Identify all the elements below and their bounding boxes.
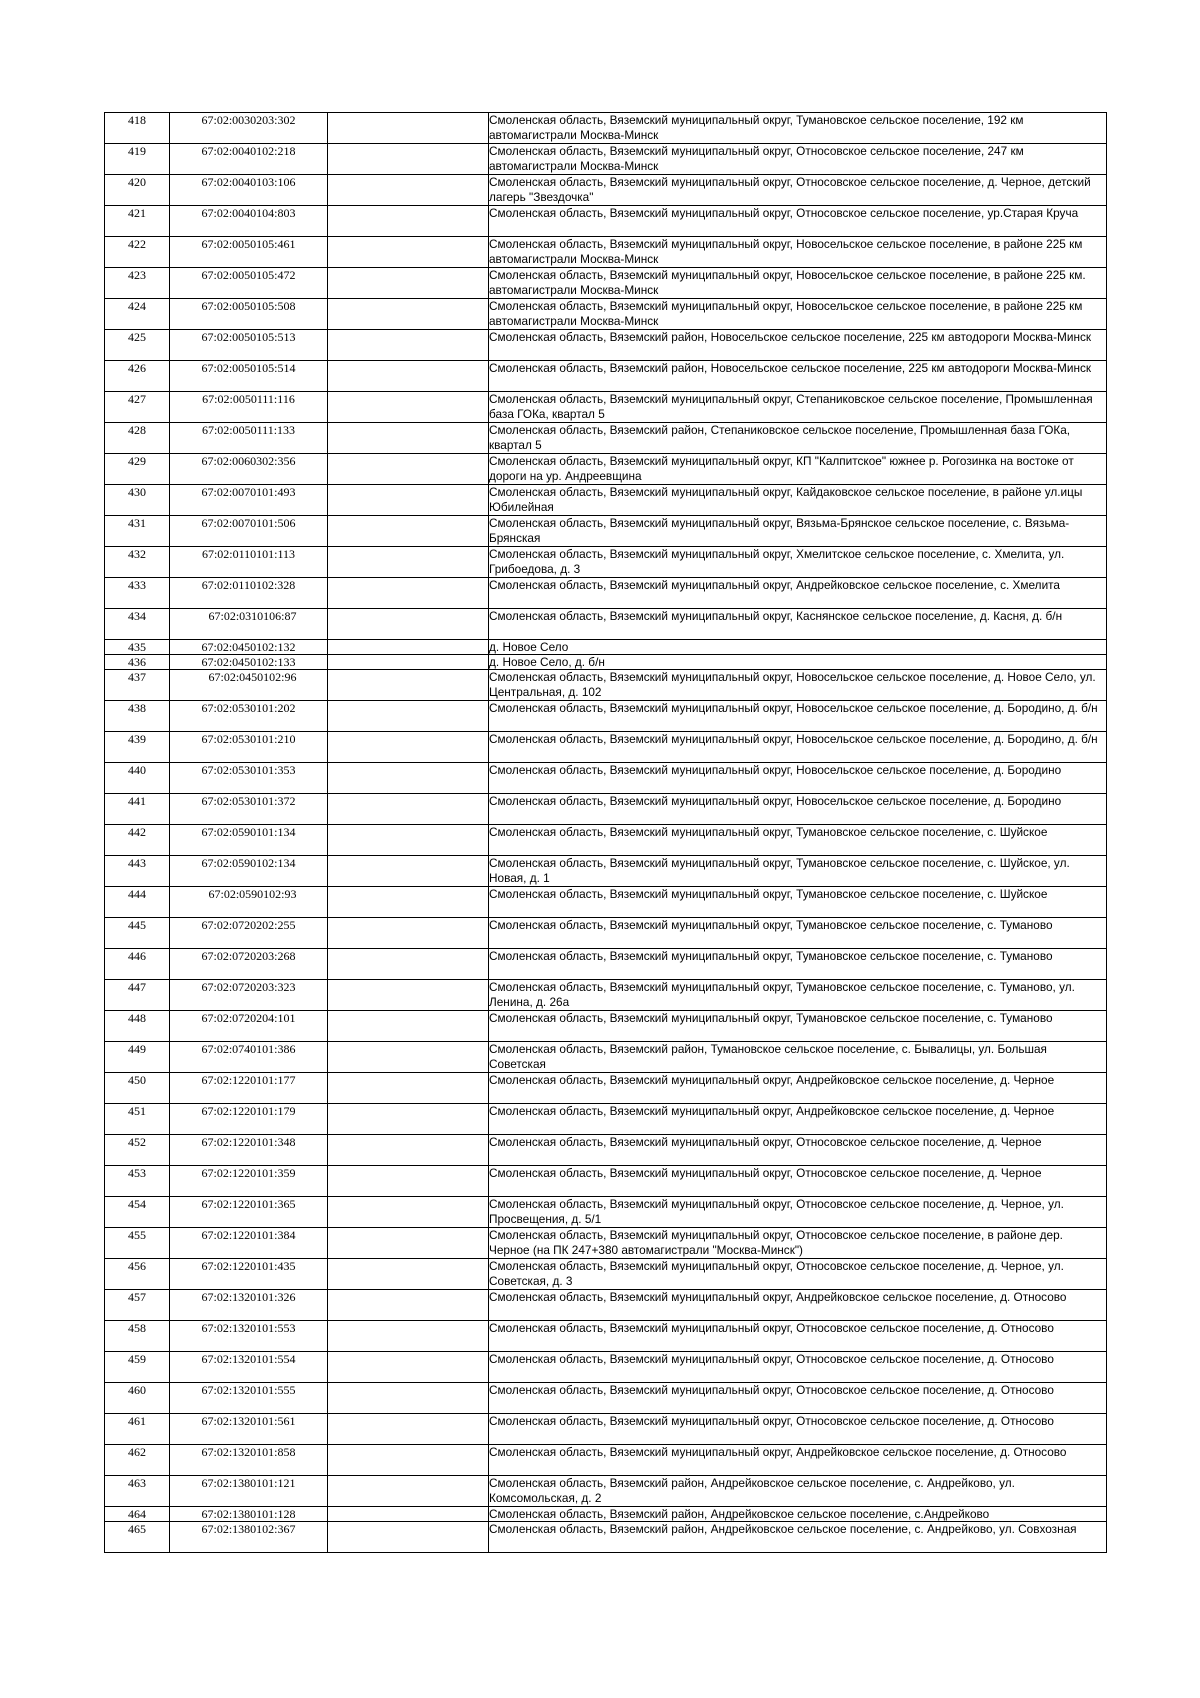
table-row xyxy=(105,113,1107,144)
empty-cell xyxy=(328,1414,489,1445)
cadastral-register-table xyxy=(104,112,1107,1553)
table-row xyxy=(105,949,1107,980)
table-row xyxy=(105,547,1107,578)
address-cell: Смоленская область, Вяземский муниципальный округ, Андрейковское сельское поселение, с. Хмелита xyxy=(489,578,1107,609)
row-number-cell: 464 xyxy=(105,1507,170,1522)
cadastral-number-cell xyxy=(170,237,328,268)
row-number-cell: 439 xyxy=(105,732,170,763)
cadastral-number-cell xyxy=(170,1476,328,1507)
cadastral-number-cell xyxy=(170,423,328,454)
empty-cell xyxy=(328,1197,489,1228)
empty-cell xyxy=(328,547,489,578)
row-number-cell: 452 xyxy=(105,1135,170,1166)
table-row xyxy=(105,763,1107,794)
table-row xyxy=(105,701,1107,732)
address-cell: Смоленская область, Вяземский муниципальный округ, Тумановское сельское поселение, с. Туманово xyxy=(489,949,1107,980)
row-number-cell: 441 xyxy=(105,794,170,825)
row-number-cell: 424 xyxy=(105,299,170,330)
table-row xyxy=(105,640,1107,655)
cadastral-number-cell xyxy=(170,609,328,640)
table-row xyxy=(105,1042,1107,1073)
address-cell: Смоленская область, Вяземский муниципальный округ, Тумановское сельское поселение, 192 км автомагистрали Москва-Минск xyxy=(489,113,1107,144)
row-number-cell: 445 xyxy=(105,918,170,949)
row-number-cell: 431 xyxy=(105,516,170,547)
table-row xyxy=(105,1290,1107,1321)
empty-cell xyxy=(328,516,489,547)
table-row xyxy=(105,485,1107,516)
address-cell: Смоленская область, Вяземский муниципальный округ, Новосельское сельское поселение, д. Бородино xyxy=(489,763,1107,794)
row-number-cell: 440 xyxy=(105,763,170,794)
empty-cell xyxy=(328,454,489,485)
table-row xyxy=(105,856,1107,887)
empty-cell xyxy=(328,1383,489,1414)
table-row xyxy=(105,1445,1107,1476)
empty-cell xyxy=(328,1352,489,1383)
cadastral-number: 67:02:1220101:365 xyxy=(201,1197,296,1211)
empty-cell xyxy=(328,887,489,918)
address-cell: Смоленская область, Вяземский муниципальный округ, Тумановское сельское поселение, с. Шуйское xyxy=(489,887,1107,918)
cadastral-number-cell xyxy=(170,144,328,175)
cadastral-number: 67:02:1220101:348 xyxy=(201,1135,296,1149)
empty-cell xyxy=(328,485,489,516)
cadastral-number-cell xyxy=(170,113,328,144)
cadastral-number-cell xyxy=(170,206,328,237)
row-number-cell: 444 xyxy=(105,887,170,918)
row-number-cell: 459 xyxy=(105,1352,170,1383)
cadastral-number-cell xyxy=(170,1104,328,1135)
cadastral-number-cell xyxy=(170,1135,328,1166)
table-row xyxy=(105,887,1107,918)
empty-cell xyxy=(328,113,489,144)
cadastral-number: 67:02:0060302:356 xyxy=(201,454,296,468)
empty-cell xyxy=(328,1476,489,1507)
row-number-cell: 420 xyxy=(105,175,170,206)
address-cell: Смоленская область, Вяземский район, Степаниковское сельское поселение, Промышленная база ГОКа, квартал 5 xyxy=(489,423,1107,454)
cadastral-number-cell xyxy=(170,578,328,609)
address-cell: Смоленская область, Вяземский муниципальный округ, Относовское сельское поселение, д. Черное xyxy=(489,1166,1107,1197)
cadastral-number: 67:02:1380101:128 xyxy=(201,1507,296,1521)
cadastral-number: 67:02:0310106:87 xyxy=(208,609,297,623)
cadastral-number-cell xyxy=(170,1352,328,1383)
row-number-cell: 448 xyxy=(105,1011,170,1042)
cadastral-number-cell xyxy=(170,268,328,299)
empty-cell xyxy=(328,1445,489,1476)
empty-cell xyxy=(328,206,489,237)
row-number-cell: 455 xyxy=(105,1228,170,1259)
empty-cell xyxy=(328,299,489,330)
address-cell: Смоленская область, Вяземский муниципальный округ, Тумановское сельское поселение, с. Шуйское, ул. Новая, д. 1 xyxy=(489,856,1107,887)
cadastral-number: 67:02:0070101:506 xyxy=(201,516,296,530)
cadastral-number: 67:02:0050111:116 xyxy=(202,392,295,406)
table-row xyxy=(105,1228,1107,1259)
cadastral-number: 67:02:0040102:218 xyxy=(201,144,296,158)
table-row xyxy=(105,1352,1107,1383)
cadastral-number-cell xyxy=(170,1445,328,1476)
address-cell: Смоленская область, Вяземский муниципальный округ, Относовское сельское поселение, д. Черное, ул. Просвещения, д. 5/1 xyxy=(489,1197,1107,1228)
row-number-cell: 463 xyxy=(105,1476,170,1507)
table-row xyxy=(105,392,1107,423)
cadastral-number: 67:02:0050105:472 xyxy=(201,268,296,282)
cadastral-number: 67:02:0040104:803 xyxy=(201,206,296,220)
address-cell: Смоленская область, Вяземский муниципальный округ, Новосельское сельское поселение, в районе 225 км. автомагистрали Москва-Минск xyxy=(489,268,1107,299)
row-number-cell: 428 xyxy=(105,423,170,454)
address-cell: Смоленская область, Вяземский муниципальный округ, Тумановское сельское поселение, с. Туманово, ул. Ленина, д. 26а xyxy=(489,980,1107,1011)
row-number-cell: 429 xyxy=(105,454,170,485)
cadastral-number-cell xyxy=(170,299,328,330)
empty-cell xyxy=(328,1135,489,1166)
empty-cell xyxy=(328,609,489,640)
address-cell: Смоленская область, Вяземский район, Новосельское сельское поселение, 225 км автодороги Москва-Минск xyxy=(489,361,1107,392)
table-row xyxy=(105,237,1107,268)
table-row xyxy=(105,1522,1107,1553)
address-cell: Смоленская область, Вяземский муниципальный округ, Тумановское сельское поселение, с. Туманово xyxy=(489,918,1107,949)
empty-cell xyxy=(328,237,489,268)
row-number-cell: 419 xyxy=(105,144,170,175)
address-cell: Смоленская область, Вяземский муниципальный округ, Относовское сельское поселение, д. Относово xyxy=(489,1352,1107,1383)
empty-cell xyxy=(328,949,489,980)
table-row xyxy=(105,980,1107,1011)
cadastral-number: 67:02:1380102:367 xyxy=(201,1522,296,1536)
cadastral-number: 67:02:0110101:113 xyxy=(201,547,296,561)
cadastral-number-cell xyxy=(170,1259,328,1290)
cadastral-number-cell xyxy=(170,1228,328,1259)
address-cell: Смоленская область, Вяземский муниципальный округ, Хмелитское сельское поселение, с. Хмелита, ул. Грибоедова, д. 3 xyxy=(489,547,1107,578)
address-cell: Смоленская область, Вяземский муниципальный округ, КП "Калпитское" южнее р. Рогозинка на востоке от дороги на ур. Андреевщина xyxy=(489,454,1107,485)
cadastral-number: 67:02:1220101:179 xyxy=(201,1104,296,1118)
address-cell: Смоленская область, Вяземский муниципальный округ, Относовское сельское поселение, д. Черное, ул. Советская, д. 3 xyxy=(489,1259,1107,1290)
cadastral-number-cell xyxy=(170,1414,328,1445)
cadastral-number-cell xyxy=(170,547,328,578)
empty-cell xyxy=(328,640,489,655)
cadastral-number-cell xyxy=(170,1321,328,1352)
address-cell: Смоленская область, Вяземский муниципальный округ, Относовское сельское поселение, 247 км автомагистрали Москва-Минск xyxy=(489,144,1107,175)
row-number-cell: 457 xyxy=(105,1290,170,1321)
cadastral-number: 67:02:1220101:359 xyxy=(201,1166,296,1180)
row-number-cell: 433 xyxy=(105,578,170,609)
row-number-cell: 434 xyxy=(105,609,170,640)
cadastral-number: 67:02:0720204:101 xyxy=(201,1011,296,1025)
cadastral-number: 67:02:0530101:353 xyxy=(201,763,296,777)
table-row xyxy=(105,144,1107,175)
row-number-cell: 461 xyxy=(105,1414,170,1445)
cadastral-number: 67:02:0050111:133 xyxy=(201,423,296,437)
empty-cell xyxy=(328,1507,489,1522)
cadastral-number-cell xyxy=(170,1507,328,1522)
table-row xyxy=(105,1011,1107,1042)
cadastral-number: 67:02:0450102:132 xyxy=(201,640,296,654)
table-row xyxy=(105,1414,1107,1445)
address-cell: Смоленская область, Вяземский муниципальный округ, Относовское сельское поселение, д. Черное, детский лагерь "Звездочка" xyxy=(489,175,1107,206)
address-cell: Смоленская область, Вяземский муниципальный округ, Тумановское сельское поселение, с. Шуйское xyxy=(489,825,1107,856)
cadastral-number-cell xyxy=(170,1522,328,1553)
address-cell: Смоленская область, Вяземский район, Новосельское сельское поселение, 225 км автодороги Москва-Минск xyxy=(489,330,1107,361)
cadastral-number-cell xyxy=(170,1011,328,1042)
table-row xyxy=(105,1476,1107,1507)
table-row xyxy=(105,330,1107,361)
address-cell: Смоленская область, Вяземский муниципальный округ, Новосельское сельское поселение, в районе 225 км автомагистрали Москва-Минск xyxy=(489,237,1107,268)
row-number-cell: 423 xyxy=(105,268,170,299)
cadastral-number-cell xyxy=(170,392,328,423)
cadastral-number: 67:02:0050105:461 xyxy=(201,237,296,251)
cadastral-number-cell xyxy=(170,655,328,670)
cadastral-number: 67:02:1220101:435 xyxy=(201,1259,296,1273)
row-number-cell: 460 xyxy=(105,1383,170,1414)
table-row xyxy=(105,794,1107,825)
empty-cell xyxy=(328,856,489,887)
empty-cell xyxy=(328,361,489,392)
cadastral-number: 67:02:1320101:561 xyxy=(201,1414,296,1428)
cadastral-number: 67:02:0450102:133 xyxy=(201,655,296,669)
table-row xyxy=(105,1104,1107,1135)
empty-cell xyxy=(328,392,489,423)
address-cell: Смоленская область, Вяземский муниципальный округ, Андрейковское сельское поселение, д. Относово xyxy=(489,1290,1107,1321)
empty-cell xyxy=(328,1104,489,1135)
table-row xyxy=(105,299,1107,330)
row-number-cell: 458 xyxy=(105,1321,170,1352)
table-row xyxy=(105,423,1107,454)
cadastral-number-cell xyxy=(170,918,328,949)
table-row xyxy=(105,361,1107,392)
row-number-cell: 435 xyxy=(105,640,170,655)
cadastral-number: 67:02:0450102:96 xyxy=(208,670,297,684)
cadastral-number: 67:02:0530101:210 xyxy=(201,732,296,746)
cadastral-number: 67:02:0050105:513 xyxy=(201,330,296,344)
table-row xyxy=(105,1135,1107,1166)
empty-cell xyxy=(328,732,489,763)
row-number-cell: 438 xyxy=(105,701,170,732)
cadastral-number: 67:02:1320101:326 xyxy=(201,1290,296,1304)
row-number-cell: 430 xyxy=(105,485,170,516)
cadastral-number-cell xyxy=(170,175,328,206)
cadastral-number-cell xyxy=(170,1383,328,1414)
row-number-cell: 442 xyxy=(105,825,170,856)
address-cell: Смоленская область, Вяземский район, Андрейковское сельское поселение, с. Андрейково, ул. Совхозная xyxy=(489,1522,1107,1553)
address-cell: д. Новое Село xyxy=(489,640,1107,655)
cadastral-number: 67:02:0530101:372 xyxy=(201,794,296,808)
row-number-cell: 456 xyxy=(105,1259,170,1290)
table-row xyxy=(105,175,1107,206)
table-row xyxy=(105,825,1107,856)
row-number-cell: 443 xyxy=(105,856,170,887)
cadastral-number: 67:02:0040103:106 xyxy=(201,175,296,189)
cadastral-number: 67:02:1320101:555 xyxy=(201,1383,296,1397)
cadastral-number-cell xyxy=(170,1197,328,1228)
empty-cell xyxy=(328,655,489,670)
cadastral-number: 67:02:0590102:134 xyxy=(201,856,296,870)
address-cell: Смоленская область, Вяземский муниципальный округ, Новосельское сельское поселение, д. Бородино, д. б/н xyxy=(489,701,1107,732)
empty-cell xyxy=(328,794,489,825)
address-cell: Смоленская область, Вяземский муниципальный округ, Относовское сельское поселение, ур.Старая Круча xyxy=(489,206,1107,237)
cadastral-number: 67:02:0070101:493 xyxy=(201,485,296,499)
cadastral-number-cell xyxy=(170,825,328,856)
empty-cell xyxy=(328,980,489,1011)
row-number-cell: 432 xyxy=(105,547,170,578)
row-number-cell: 422 xyxy=(105,237,170,268)
address-cell: Смоленская область, Вяземский муниципальный округ, Новосельское сельское поселение, д. Бородино, д. б/н xyxy=(489,732,1107,763)
empty-cell xyxy=(328,918,489,949)
cadastral-number-cell xyxy=(170,763,328,794)
empty-cell xyxy=(328,175,489,206)
empty-cell xyxy=(328,763,489,794)
empty-cell xyxy=(328,423,489,454)
cadastral-number-cell xyxy=(170,1166,328,1197)
address-cell: Смоленская область, Вяземский муниципальный округ, Новосельское сельское поселение, д. Бородино xyxy=(489,794,1107,825)
address-cell: Смоленская область, Вяземский муниципальный округ, Степаниковское сельское поселение, Промышленная база ГОКа, квартал 5 xyxy=(489,392,1107,423)
empty-cell xyxy=(328,701,489,732)
table-row xyxy=(105,670,1107,701)
table-row xyxy=(105,1197,1107,1228)
row-number-cell: 426 xyxy=(105,361,170,392)
address-cell: Смоленская область, Вяземский район, Андрейковское сельское поселение, с. Андрейково, ул. Комсомольская, д. 2 xyxy=(489,1476,1107,1507)
cadastral-number: 67:02:1320101:553 xyxy=(201,1321,296,1335)
table-row xyxy=(105,454,1107,485)
row-number-cell: 465 xyxy=(105,1522,170,1553)
empty-cell xyxy=(328,268,489,299)
empty-cell xyxy=(328,578,489,609)
table-row xyxy=(105,268,1107,299)
row-number-cell: 418 xyxy=(105,113,170,144)
cadastral-number-cell xyxy=(170,670,328,701)
address-cell: Смоленская область, Вяземский муниципальный округ, Относовское сельское поселение, в районе дер. Черное (на ПК 247+380 автомагистрали "Москва-Минск") xyxy=(489,1228,1107,1259)
cadastral-number-cell xyxy=(170,1042,328,1073)
cadastral-number-cell xyxy=(170,887,328,918)
row-number-cell: 436 xyxy=(105,655,170,670)
empty-cell xyxy=(328,1166,489,1197)
cadastral-number-cell xyxy=(170,980,328,1011)
cadastral-number-cell xyxy=(170,794,328,825)
address-cell: Смоленская область, Вяземский муниципальный округ, Относовское сельское поселение, д. Относово xyxy=(489,1414,1107,1445)
row-number-cell: 447 xyxy=(105,980,170,1011)
row-number-cell: 449 xyxy=(105,1042,170,1073)
table-row xyxy=(105,578,1107,609)
cadastral-number: 67:02:0050105:514 xyxy=(201,361,296,375)
address-cell: Смоленская область, Вяземский район, Тумановское сельское поселение, с. Бывалицы, ул. Большая Советская xyxy=(489,1042,1107,1073)
empty-cell xyxy=(328,1073,489,1104)
empty-cell xyxy=(328,670,489,701)
empty-cell xyxy=(328,1522,489,1553)
cadastral-number-cell xyxy=(170,1290,328,1321)
table-row xyxy=(105,1073,1107,1104)
empty-cell xyxy=(328,1011,489,1042)
row-number-cell: 450 xyxy=(105,1073,170,1104)
address-cell: Смоленская область, Вяземский муниципальный округ, Каснянское сельское поселение, д. Касня, д. б/н xyxy=(489,609,1107,640)
address-cell: Смоленская область, Вяземский муниципальный округ, Относовское сельское поселение, д. Черное xyxy=(489,1135,1107,1166)
cadastral-number-cell xyxy=(170,516,328,547)
cadastral-number: 67:02:0740101:386 xyxy=(201,1042,296,1056)
table-row xyxy=(105,1166,1107,1197)
address-cell: Смоленская область, Вяземский муниципальный округ, Кайдаковское сельское поселение, в районе ул.ицы Юбилейная xyxy=(489,485,1107,516)
row-number-cell: 437 xyxy=(105,670,170,701)
cadastral-number: 67:02:1380101:121 xyxy=(201,1476,296,1490)
table-row xyxy=(105,206,1107,237)
table-row xyxy=(105,1383,1107,1414)
register-table-body xyxy=(105,113,1107,1553)
cadastral-number: 67:02:0110102:328 xyxy=(201,578,296,592)
cadastral-number: 67:02:0050105:508 xyxy=(201,299,296,313)
cadastral-number: 67:02:0590102:93 xyxy=(208,887,297,901)
table-row xyxy=(105,1259,1107,1290)
table-row xyxy=(105,516,1107,547)
address-cell: Смоленская область, Вяземский район, Андрейковское сельское поселение, с.Андрейково xyxy=(489,1507,1107,1522)
cadastral-number: 67:02:0530101:202 xyxy=(201,701,296,715)
cadastral-number-cell xyxy=(170,856,328,887)
cadastral-number: 67:02:1320101:554 xyxy=(201,1352,296,1366)
empty-cell xyxy=(328,144,489,175)
table-row xyxy=(105,918,1107,949)
cadastral-number: 67:02:1320101:858 xyxy=(201,1445,296,1459)
address-cell: Смоленская область, Вяземский муниципальный округ, Тумановское сельское поселение, с. Туманово xyxy=(489,1011,1107,1042)
table-row xyxy=(105,655,1107,670)
row-number-cell: 462 xyxy=(105,1445,170,1476)
table-row xyxy=(105,732,1107,763)
table-row xyxy=(105,609,1107,640)
cadastral-number-cell xyxy=(170,485,328,516)
empty-cell xyxy=(328,1042,489,1073)
empty-cell xyxy=(328,1321,489,1352)
cadastral-number: 67:02:1220101:177 xyxy=(201,1073,296,1087)
address-cell: Смоленская область, Вяземский муниципальный округ, Новосельское сельское поселение, д. Новое Село, ул. Центральная, д. 102 xyxy=(489,670,1107,701)
address-cell: Смоленская область, Вяземский муниципальный округ, Вязьма-Брянское сельское поселение, с. Вязьма-Брянская xyxy=(489,516,1107,547)
cadastral-number: 67:02:1220101:384 xyxy=(201,1228,296,1242)
empty-cell xyxy=(328,1259,489,1290)
cadastral-number: 67:02:0590101:134 xyxy=(201,825,296,839)
address-cell: д. Новое Село, д. б/н xyxy=(489,655,1107,670)
cadastral-number-cell xyxy=(170,732,328,763)
row-number-cell: 454 xyxy=(105,1197,170,1228)
address-cell: Смоленская область, Вяземский муниципальный округ, Андрейковское сельское поселение, д. Черное xyxy=(489,1104,1107,1135)
cadastral-number: 67:02:0720202:255 xyxy=(201,918,296,932)
address-cell: Смоленская область, Вяземский муниципальный округ, Новосельское сельское поселение, в районе 225 км автомагистрали Москва-Минск xyxy=(489,299,1107,330)
cadastral-number: 67:02:0720203:323 xyxy=(201,980,296,994)
cadastral-number-cell xyxy=(170,640,328,655)
address-cell: Смоленская область, Вяземский муниципальный округ, Андрейковское сельское поселение, д. Черное xyxy=(489,1073,1107,1104)
row-number-cell: 427 xyxy=(105,392,170,423)
cadastral-number-cell xyxy=(170,949,328,980)
empty-cell xyxy=(328,825,489,856)
row-number-cell: 451 xyxy=(105,1104,170,1135)
cadastral-number-cell xyxy=(170,454,328,485)
row-number-cell: 453 xyxy=(105,1166,170,1197)
cadastral-number-cell xyxy=(170,1073,328,1104)
cadastral-number-cell xyxy=(170,361,328,392)
table-row xyxy=(105,1507,1107,1522)
empty-cell xyxy=(328,1228,489,1259)
row-number-cell: 421 xyxy=(105,206,170,237)
cadastral-number: 67:02:0720203:268 xyxy=(201,949,296,963)
row-number-cell: 425 xyxy=(105,330,170,361)
cadastral-number-cell xyxy=(170,330,328,361)
address-cell: Смоленская область, Вяземский муниципальный округ, Андрейковское сельское поселение, д. Относово xyxy=(489,1445,1107,1476)
address-cell: Смоленская область, Вяземский муниципальный округ, Относовское сельское поселение, д. Относово xyxy=(489,1321,1107,1352)
row-number-cell: 446 xyxy=(105,949,170,980)
empty-cell xyxy=(328,1290,489,1321)
empty-cell xyxy=(328,330,489,361)
address-cell: Смоленская область, Вяземский муниципальный округ, Относовское сельское поселение, д. Относово xyxy=(489,1383,1107,1414)
cadastral-number: 67:02:0030203:302 xyxy=(201,113,296,127)
table-row xyxy=(105,1321,1107,1352)
cadastral-number-cell xyxy=(170,701,328,732)
